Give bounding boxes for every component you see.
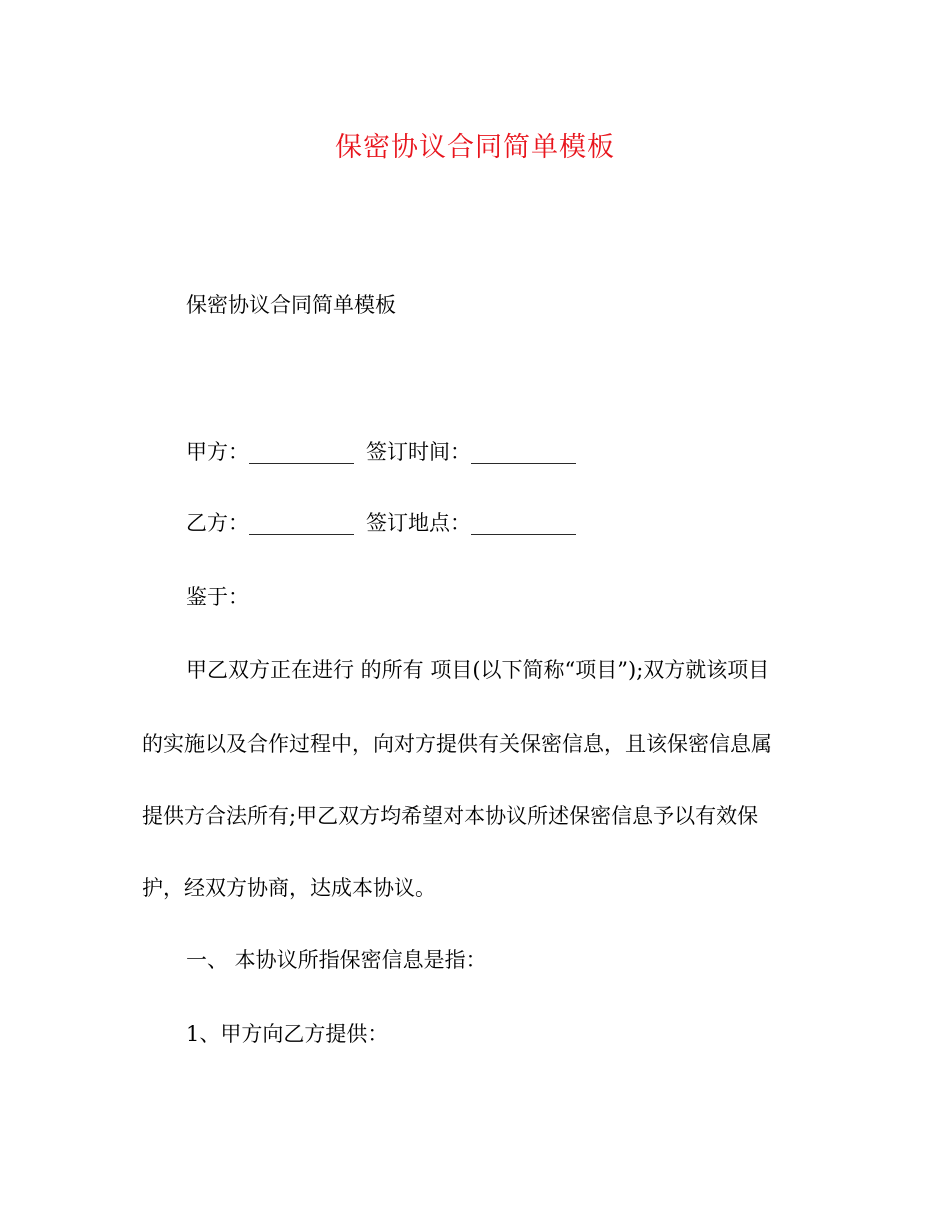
section-1-heading: 一、 本协议所指保密信息是指：: [186, 948, 487, 972]
paragraph-line-2: 的实施以及合作过程中，向对方提供有关保密信息，且该保密信息属: [142, 732, 772, 756]
party-a-label: 甲方：: [186, 440, 249, 464]
document-title: 保密协议合同简单模板: [335, 132, 615, 163]
party-b-blank: __________: [249, 511, 354, 535]
paragraph-line-3: 提供方合法所有;甲乙双方均希望对本协议所述保密信息予以有效保: [142, 804, 759, 828]
party-b-label: 乙方：: [186, 511, 249, 535]
item-1: 1、甲方向乙方提供：: [186, 1022, 389, 1046]
party-a-blank: __________: [249, 440, 354, 464]
party-b-row: [186, 508, 576, 538]
sign-place-label: 签订地点：: [366, 511, 471, 535]
document-subtitle: 保密协议合同简单模板: [186, 293, 396, 317]
sign-time-blank: __________: [471, 440, 576, 464]
sign-time-label: 签订时间：: [366, 440, 471, 464]
sign-place-blank: __________: [471, 511, 576, 535]
paragraph-line-1: 甲乙双方正在进行 的所有 项目(以下简称“项目”);双方就该项目: [186, 658, 770, 682]
party-a-row: [186, 437, 576, 467]
paragraph-line-4: 护，经双方协商，达成本协议。: [142, 876, 436, 900]
whereas-heading: 鉴于：: [186, 585, 249, 609]
